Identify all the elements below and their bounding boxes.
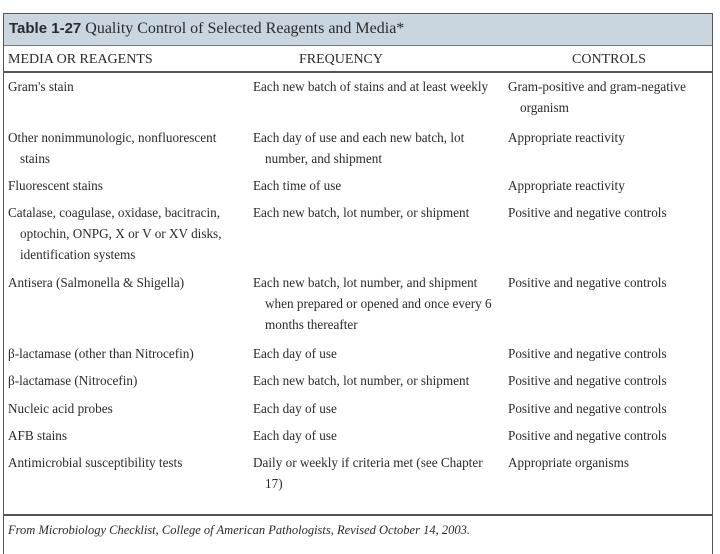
cell-text: β-lactamase (other than Nitrocefin) <box>8 346 194 361</box>
cell-text: Positive and negative controls <box>508 205 667 220</box>
cell-text: Fluorescent stains <box>8 178 103 193</box>
cell-frequency <box>253 202 503 223</box>
cell-frequency <box>253 127 503 169</box>
cell-text: Each time of use <box>253 178 342 193</box>
cell-frequency <box>253 343 503 364</box>
cell-text: Appropriate organisms <box>508 455 629 470</box>
cell-media <box>8 127 248 169</box>
cell-controls <box>508 127 708 148</box>
cell-media <box>8 175 248 196</box>
cell-text: Each new batch of stains and at least weekly <box>253 79 489 94</box>
cell-text: Each new batch, lot number, and shipment when prepared or opened and once every 6 months thereafter <box>253 275 492 332</box>
cell-frequency <box>253 76 503 97</box>
cell-frequency <box>253 425 503 446</box>
cell-text: Appropriate reactivity <box>508 178 625 193</box>
cell-text: Positive and negative controls <box>508 428 667 443</box>
cell-text: Appropriate reactivity <box>508 130 625 145</box>
cell-text: AFB stains <box>8 428 67 443</box>
cell-media <box>8 425 248 446</box>
cell-media <box>8 452 248 473</box>
cell-controls <box>508 343 708 364</box>
cell-controls <box>508 175 708 196</box>
cell-media <box>8 343 248 364</box>
cell-frequency <box>253 370 503 391</box>
cell-controls <box>508 272 708 293</box>
footer-divider <box>4 514 712 516</box>
cell-media <box>8 370 248 391</box>
cell-controls <box>508 370 708 391</box>
cell-text: Catalase, coagulase, oxidase, bacitracin, optochin, ONPG, X or V or XV disks, identification systems <box>8 205 222 262</box>
header-divider <box>4 71 712 73</box>
cell-frequency <box>253 398 503 419</box>
cell-text: Each day of use <box>253 401 337 416</box>
cell-media <box>8 272 248 293</box>
cell-text: Each day of use <box>253 428 337 443</box>
table-title-bar <box>4 14 712 46</box>
cell-text: Nucleic acid probes <box>8 401 113 416</box>
cell-text: Antimicrobial susceptibility tests <box>8 455 183 470</box>
header-controls: CONTROLS <box>572 52 646 67</box>
cell-controls <box>508 202 708 223</box>
table-title <box>9 20 404 38</box>
table-label: Table 1-27 <box>9 20 82 37</box>
cell-text: Each day of use <box>253 346 337 361</box>
header-media: MEDIA OR REAGENTS <box>8 52 153 67</box>
cell-text: Each day of use and each new batch, lot number, and shipment <box>253 130 465 166</box>
cell-frequency <box>253 452 503 494</box>
cell-text: Positive and negative controls <box>508 373 667 388</box>
cell-text: Daily or weekly if criteria met (see Chapter 17) <box>253 455 483 491</box>
cell-text: Positive and negative controls <box>508 346 667 361</box>
cell-text: β-lactamase (Nitrocefin) <box>8 373 138 388</box>
cell-controls <box>508 398 708 419</box>
cell-text: Gram's stain <box>8 79 74 94</box>
cell-text: Positive and negative controls <box>508 275 667 290</box>
cell-text: Antisera (Salmonella & Shigella) <box>8 275 185 290</box>
footnote: From Microbiology Checklist, College of American Pathologists, Revised October 14, 2003. <box>8 523 470 537</box>
cell-frequency <box>253 272 503 335</box>
cell-controls <box>508 452 708 473</box>
cell-controls <box>508 425 708 446</box>
header-frequency: FREQUENCY <box>299 52 384 67</box>
cell-text: Gram-positive and gram-negative organism <box>508 79 686 115</box>
cell-text: Other nonimmunologic, nonfluorescent stains <box>8 130 217 166</box>
cell-media <box>8 202 248 265</box>
cell-frequency <box>253 175 503 196</box>
table-frame <box>3 13 713 554</box>
cell-media <box>8 398 248 419</box>
cell-text: Positive and negative controls <box>508 401 667 416</box>
cell-text: Each new batch, lot number, or shipment <box>253 373 470 388</box>
cell-text: Each new batch, lot number, or shipment <box>253 205 470 220</box>
cell-media <box>8 76 248 97</box>
cell-controls <box>508 76 708 118</box>
table-title-text: Quality Control of Selected Reagents and Media* <box>85 20 405 37</box>
